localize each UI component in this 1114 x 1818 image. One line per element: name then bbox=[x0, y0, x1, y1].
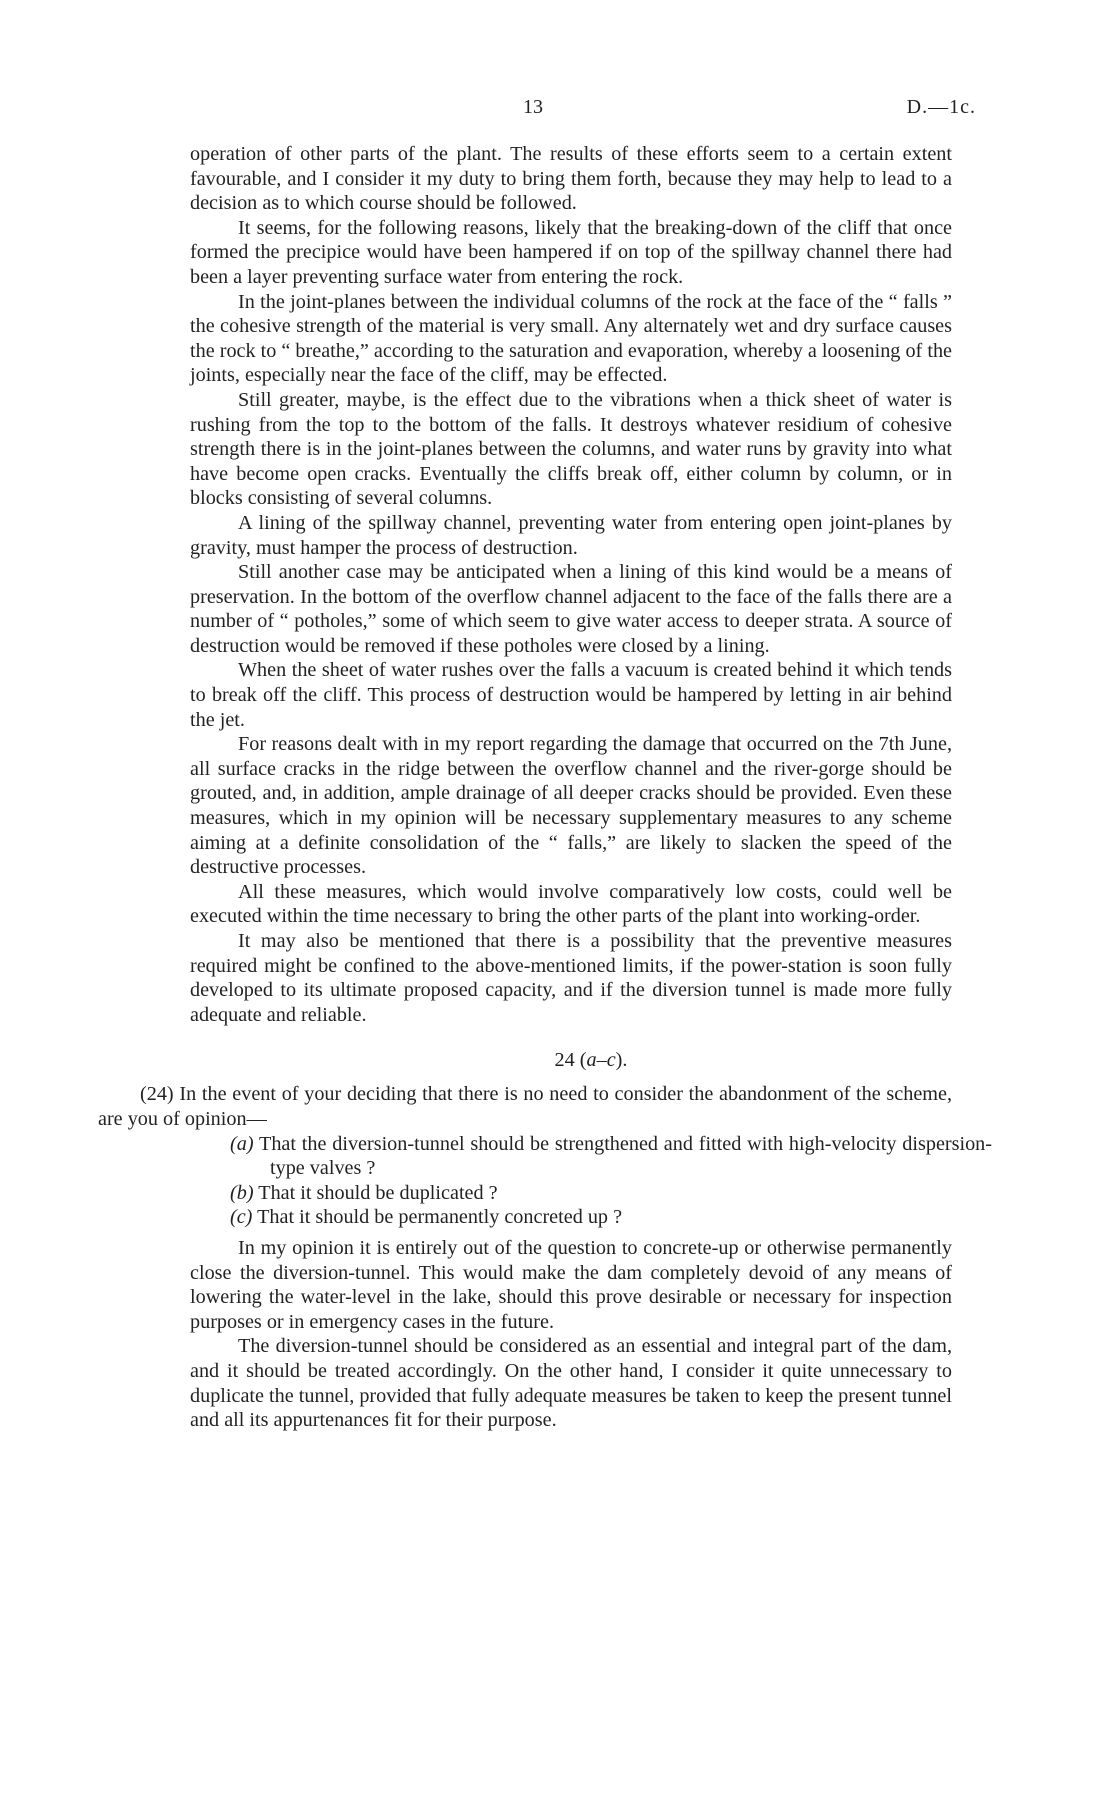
item-label: (b) bbox=[230, 1181, 254, 1204]
question-24: (24) In the event of your deciding that there is no need to consider the abandonment of the scheme, are you of opinion— bbox=[98, 1083, 952, 1130]
paragraph: When the sheet of water rushes over the falls a vacuum is created behind it which tends to break off the cliff. This process of destruction would be hampered by letting in air behind the jet. bbox=[190, 659, 952, 731]
section-heading-letters: a–c bbox=[586, 1049, 616, 1072]
page-body bbox=[98, 142, 992, 1433]
page-number: 13 bbox=[523, 96, 543, 118]
item-text: That it should be permanently concreted up ? bbox=[257, 1206, 623, 1229]
section-heading bbox=[190, 1049, 952, 1072]
section-heading-close: ). bbox=[615, 1049, 628, 1072]
document-code: D.—1c. bbox=[906, 96, 976, 118]
paragraph: It may also be mentioned that there is a possibility that the preventive measures required might be confined to the above-mentioned limits, if the power-station is soon fully developed to its ultimate proposed capacity, and if the diversion tunnel is made more fully adequate and reliable. bbox=[190, 930, 952, 1026]
item-text: That the diversion-tunnel should be strengthened and fitted with high-velocity dispersion-type valves ? bbox=[258, 1132, 992, 1180]
item-label: (c) bbox=[230, 1206, 253, 1229]
paragraph: All these measures, which would involve comparatively low costs, could well be executed within the time necessary to bring the other parts of the plant into working-order. bbox=[190, 880, 952, 928]
paragraph: operation of other parts of the plant. The results of these efforts seem to a certain extent favourable, and I consider it my duty to bring them forth, because they may help to lead to a decision as to which course should be followed. bbox=[190, 143, 952, 215]
paragraph: Still greater, maybe, is the effect due to the vibrations when a thick sheet of water is rushing from the top to the bottom of the falls. It destroys whatever residium of cohesive strength there is in the joint-planes between the columns, and water runs by gravity into what have become open cracks. Eventually the cliffs break off, either column by column, or in blocks consisting of several columns. bbox=[190, 388, 952, 510]
paragraph: Still another case may be anticipated when a lining of this kind would be a means of preservation. In the bottom of the overflow channel adjacent to the face of the falls there are a number of “ potholes,” some of which seem to give water access to deeper strata. A source of destruction would be removed if these potholes were closed by a lining. bbox=[190, 561, 952, 657]
paragraph: It seems, for the following reasons, likely that the breaking-down of the cliff that once formed the precipice would have been hampered if on top of the spillway channel there had been a layer preventing surface water from entering the rock. bbox=[190, 216, 952, 288]
answer-paragraph: The diversion-tunnel should be considered as an essential and integral part of the dam, and it should be treated accordingly. On the other hand, I consider it quite unnecessary to duplicate the tunnel, provided that fully adequate measures be taken to keep the present tunnel and all its appurtenances fit for their purpose. bbox=[190, 1335, 952, 1432]
paragraph: For reasons dealt with in my report regarding the damage that occurred on the 7th June, all surface cracks in the ridge between the overflow channel and the river-gorge should be grouted, and, in addition, ample drainage of all deeper cracks should be provided. Even these measures, which in my opinion will be necessary supplementary measures to any scheme aiming at a definite consolidation of the “ falls,” are likely to slacken the speed of the destructive processes. bbox=[190, 733, 952, 879]
question-item-c bbox=[230, 1205, 992, 1230]
section-heading-number: 24 ( bbox=[554, 1049, 587, 1072]
paragraph: A lining of the spillway channel, preventing water from entering open joint-planes by gravity, must hamper the process of destruction. bbox=[190, 511, 952, 559]
question-items bbox=[190, 1132, 992, 1230]
question-item-a bbox=[230, 1132, 992, 1181]
question-item-b bbox=[230, 1181, 992, 1206]
item-text: That it should be duplicated ? bbox=[258, 1181, 498, 1204]
paragraph: In the joint-planes between the individual columns of the rock at the face of the “ falls ” the cohesive strength of the material is very small. Any alternately wet and dry surface causes the rock to “ breathe,” according to the saturation and evaporation, whereby a loosening of the joints, especially near the face of the cliff, may be effected. bbox=[190, 290, 952, 387]
answer-paragraph: In my opinion it is entirely out of the question to concrete-up or otherwise permanently close the diversion-tunnel. This would make the dam completely devoid of any means of lowering the water-level in the lake, should this prove desirable or necessary for inspection purposes or in emergency cases in the future. bbox=[190, 1236, 952, 1333]
item-label: (a) bbox=[230, 1132, 254, 1155]
